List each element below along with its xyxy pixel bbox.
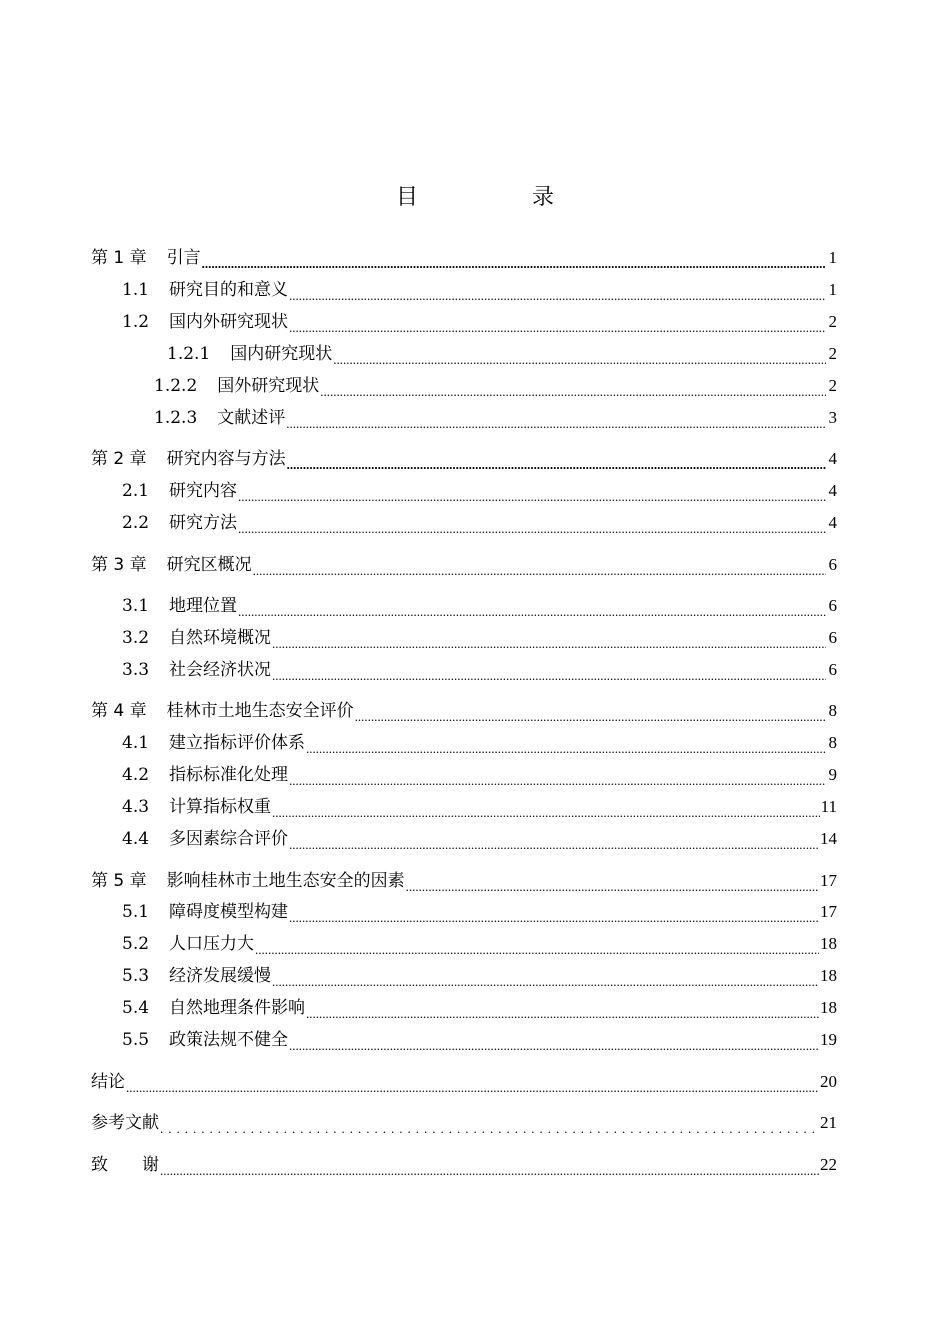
toc-number: 第 5 章 <box>91 871 147 891</box>
toc-number: 5.2 <box>122 934 150 954</box>
toc-text: 参考文献 <box>91 1113 159 1133</box>
toc-entry-1-2-3[interactable] <box>154 406 837 430</box>
toc-entry-1-2-1[interactable] <box>167 342 837 366</box>
toc-page: 1 <box>828 280 837 299</box>
toc-number: 5.1 <box>122 902 150 922</box>
toc-page: 4 <box>828 449 837 468</box>
toc-leader <box>289 286 826 302</box>
toc-leader <box>272 634 826 650</box>
toc-entry-5-1[interactable] <box>122 900 837 924</box>
toc-page: 4 <box>828 513 837 532</box>
toc-text: 研究内容与方法 <box>166 449 286 469</box>
toc-entry-4-3[interactable] <box>122 795 837 819</box>
toc-entry-chapter-2[interactable] <box>91 447 837 471</box>
toc-leader <box>289 771 826 787</box>
toc-entry-5-5[interactable] <box>122 1028 837 1052</box>
toc-page: 6 <box>828 628 837 647</box>
toc-text: 结论 <box>91 1072 125 1092</box>
toc-leader <box>126 1078 819 1094</box>
toc-number: 第 4 章 <box>91 701 147 721</box>
toc-leader <box>255 940 819 956</box>
toc-entry-2-2[interactable] <box>122 511 837 535</box>
toc-page: 6 <box>828 596 837 615</box>
toc-text: 影响桂林市土地生态安全的因素 <box>166 871 405 891</box>
toc-entry-4-2[interactable] <box>122 763 837 787</box>
toc-page: 11 <box>820 797 837 816</box>
toc-number: 第 3 章 <box>91 555 147 575</box>
toc-page: 19 <box>820 1030 837 1049</box>
toc-text: 研究方法 <box>169 513 238 533</box>
toc-leader <box>272 972 819 988</box>
toc-leader <box>289 1036 819 1052</box>
toc-leader <box>355 707 826 723</box>
toc-number: 1.2.2 <box>154 376 198 396</box>
toc-text: 桂林市土地生态安全评价 <box>166 701 354 721</box>
toc-text: 计算指标权重 <box>169 797 272 817</box>
toc-entry-5-3[interactable] <box>122 964 837 988</box>
toc-leader <box>253 561 826 577</box>
toc-entry-1-2[interactable] <box>122 310 837 334</box>
toc-page: 9 <box>828 765 837 784</box>
toc-page: 2 <box>828 344 837 363</box>
toc-number: 4.3 <box>122 797 150 817</box>
toc-entry-chapter-1[interactable] <box>91 246 837 270</box>
toc-entry-2-1[interactable] <box>122 479 837 503</box>
toc-text: 致 谢 <box>91 1155 159 1175</box>
toc-entry-references[interactable] <box>91 1111 837 1135</box>
toc-text: 人口压力大 <box>169 934 255 954</box>
toc-entry-chapter-5[interactable] <box>91 869 837 893</box>
toc-number: 1.1 <box>122 280 150 300</box>
toc-text: 国内外研究现状 <box>169 312 289 332</box>
toc-page: 14 <box>820 829 837 848</box>
toc-number: 3.2 <box>122 628 150 648</box>
toc-page: 8 <box>828 701 837 720</box>
toc-text: 多因素综合评价 <box>169 829 289 849</box>
toc-page: 18 <box>820 998 837 1017</box>
toc-page: 6 <box>828 555 837 574</box>
toc-page: 4 <box>828 481 837 500</box>
toc-entry-3-3[interactable] <box>122 658 837 682</box>
toc-leader <box>289 908 819 924</box>
toc-text: 建立指标评价体系 <box>169 733 306 753</box>
toc-text: 自然环境概况 <box>169 628 272 648</box>
toc-page: 6 <box>828 660 837 679</box>
toc-page: 3 <box>828 408 837 427</box>
toc-entry-1-1[interactable] <box>122 278 837 302</box>
toc-number: 2.1 <box>122 481 150 501</box>
toc-entry-5-4[interactable] <box>122 996 837 1020</box>
toc-entry-3-2[interactable] <box>122 626 837 650</box>
toc-title: 目 录 <box>395 185 600 210</box>
toc-number: 1.2.1 <box>167 344 211 364</box>
toc-text: 国内研究现状 <box>230 344 333 364</box>
toc-leader <box>272 803 820 819</box>
toc-page: 17 <box>820 902 837 921</box>
toc-leader <box>306 739 826 755</box>
toc-page: 20 <box>820 1072 837 1091</box>
toc-leader <box>289 835 819 851</box>
toc-leader <box>406 877 819 893</box>
toc-text: 研究目的和意义 <box>169 280 289 300</box>
toc-entry-5-2[interactable] <box>122 932 837 956</box>
toc-entry-acknowledgements[interactable] <box>91 1153 837 1177</box>
toc-leader <box>202 254 826 270</box>
toc-leader <box>272 666 826 682</box>
toc-leader <box>238 487 826 503</box>
toc-leader <box>286 414 826 430</box>
toc-text: 自然地理条件影响 <box>169 998 306 1018</box>
toc-entry-4-4[interactable] <box>122 827 837 851</box>
toc-leader <box>238 602 826 618</box>
toc-entry-chapter-4[interactable] <box>91 699 837 723</box>
toc-page: 22 <box>820 1155 837 1174</box>
toc-page: 21 <box>820 1113 837 1132</box>
toc-text: 经济发展缓慢 <box>169 966 272 986</box>
toc-entry-chapter-3[interactable] <box>91 553 837 577</box>
toc-text: 政策法规不健全 <box>169 1030 289 1050</box>
toc-text: 文献述评 <box>217 408 286 428</box>
toc-page: 2 <box>828 376 837 395</box>
toc-number: 3.3 <box>122 660 150 680</box>
toc-number: 4.1 <box>122 733 150 753</box>
toc-leader <box>289 318 826 334</box>
toc-leader <box>287 455 826 471</box>
toc-number: 3.1 <box>122 596 150 616</box>
toc-number: 1.2 <box>122 312 150 332</box>
toc-page: 2 <box>828 312 837 331</box>
toc-leader <box>333 350 826 366</box>
toc-leader <box>160 1161 819 1177</box>
toc-text: 引言 <box>166 248 201 268</box>
toc-number: 4.2 <box>122 765 150 785</box>
toc-page: 8 <box>828 733 837 752</box>
toc-leader <box>320 382 826 398</box>
toc-entry-3-1[interactable] <box>122 594 837 618</box>
toc-page: 17 <box>820 871 837 890</box>
toc-number: 5.4 <box>122 998 150 1018</box>
toc-number: 5.3 <box>122 966 150 986</box>
toc-page: 18 <box>820 966 837 985</box>
toc-leader <box>238 519 826 535</box>
toc-leader <box>306 1004 819 1020</box>
toc-number: 1.2.3 <box>154 408 198 428</box>
toc-number: 4.4 <box>122 829 150 849</box>
toc-number: 2.2 <box>122 513 150 533</box>
toc-text: 研究内容 <box>169 481 238 501</box>
toc-number: 第 2 章 <box>91 449 147 469</box>
toc-text: 国外研究现状 <box>217 376 320 396</box>
toc-entry-4-1[interactable] <box>122 731 837 755</box>
toc-entry-conclusion[interactable] <box>91 1070 837 1094</box>
toc-leader <box>160 1119 819 1135</box>
toc-number: 第 1 章 <box>91 248 147 268</box>
toc-text: 障碍度模型构建 <box>169 902 289 922</box>
toc-text: 研究区概况 <box>166 555 252 575</box>
toc-text: 指标标准化处理 <box>169 765 289 785</box>
toc-page: 1 <box>828 248 837 267</box>
toc-number: 5.5 <box>122 1030 150 1050</box>
toc-page: 18 <box>820 934 837 953</box>
toc-text: 地理位置 <box>169 596 238 616</box>
toc-text: 社会经济状况 <box>169 660 272 680</box>
toc-entry-1-2-2[interactable] <box>154 374 837 398</box>
